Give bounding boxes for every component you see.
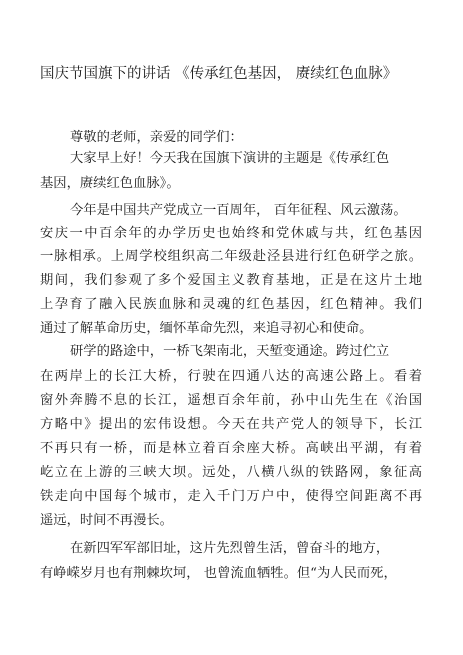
text-line: 在新四军军部旧址，这片先烈曾生活，曾奋斗的地方， xyxy=(70,541,390,556)
document-title: 国庆节国旗下的讲话 《传承红色基因， 赓续红色血脉》 xyxy=(40,66,398,82)
text-line: 今年是中国共产党成立一百周年， 百年征程、风云激荡。 xyxy=(70,203,407,218)
text-line: 屹立在上游的三峡大坝。远处，八横八纵的铁路网，象征高 xyxy=(40,465,422,480)
text-line: 大家早上好！今天我在国旗下演讲的主题是《传承红色 xyxy=(70,151,390,166)
text-line: 安庆一中百余年的办学历史也始终和党休戚与共，红色基因 xyxy=(40,226,422,241)
text-line: 窗外奔腾不息的长江，遥想百余年前，孙中山先生在《治国 xyxy=(40,393,422,408)
text-line: 遥远，时间不再漫长。 xyxy=(40,513,173,528)
text-line: 在两岸上的长江大桥，行驶在四通八达的高速公路上。看着 xyxy=(40,369,422,384)
text-line: 通过了解革命历史，缅怀革命先烈，来追寻初心和使命。 xyxy=(40,321,373,336)
text-line: 一脉相承。上周学校组织高二年级赴泾县进行红色研学之旅。 xyxy=(40,249,422,264)
text-line: 基因，赓续红色血脉》。 xyxy=(40,176,180,191)
text-line: 不再只有一桥，而是林立着百余座大桥。高峡出平湖，有着 xyxy=(40,441,422,456)
text-line: 上孕育了融入民族血脉和灵魂的红色基因，红色精神。我们 xyxy=(40,297,422,312)
salutation: 尊敬的老师，亲爱的同学们： xyxy=(70,130,243,145)
text-line: 研学的路途中，一桥飞架南北，天堑变通途。跨过伫立 xyxy=(70,344,390,359)
text-line: 有峥嵘岁月也有荆棘坎坷， 也曾流血牺牲。但“为人民而死， xyxy=(40,566,397,581)
text-line: 方略中》提出的宏伟设想。今天在共产党人的领导下，长江 xyxy=(40,417,422,432)
text-line: 期间，我们参观了多个爱国主义教育基地，正是在这片土地 xyxy=(40,273,422,288)
text-line: 铁走向中国每个城市，走入千门万户中，使得空间距离不再 xyxy=(40,489,422,504)
